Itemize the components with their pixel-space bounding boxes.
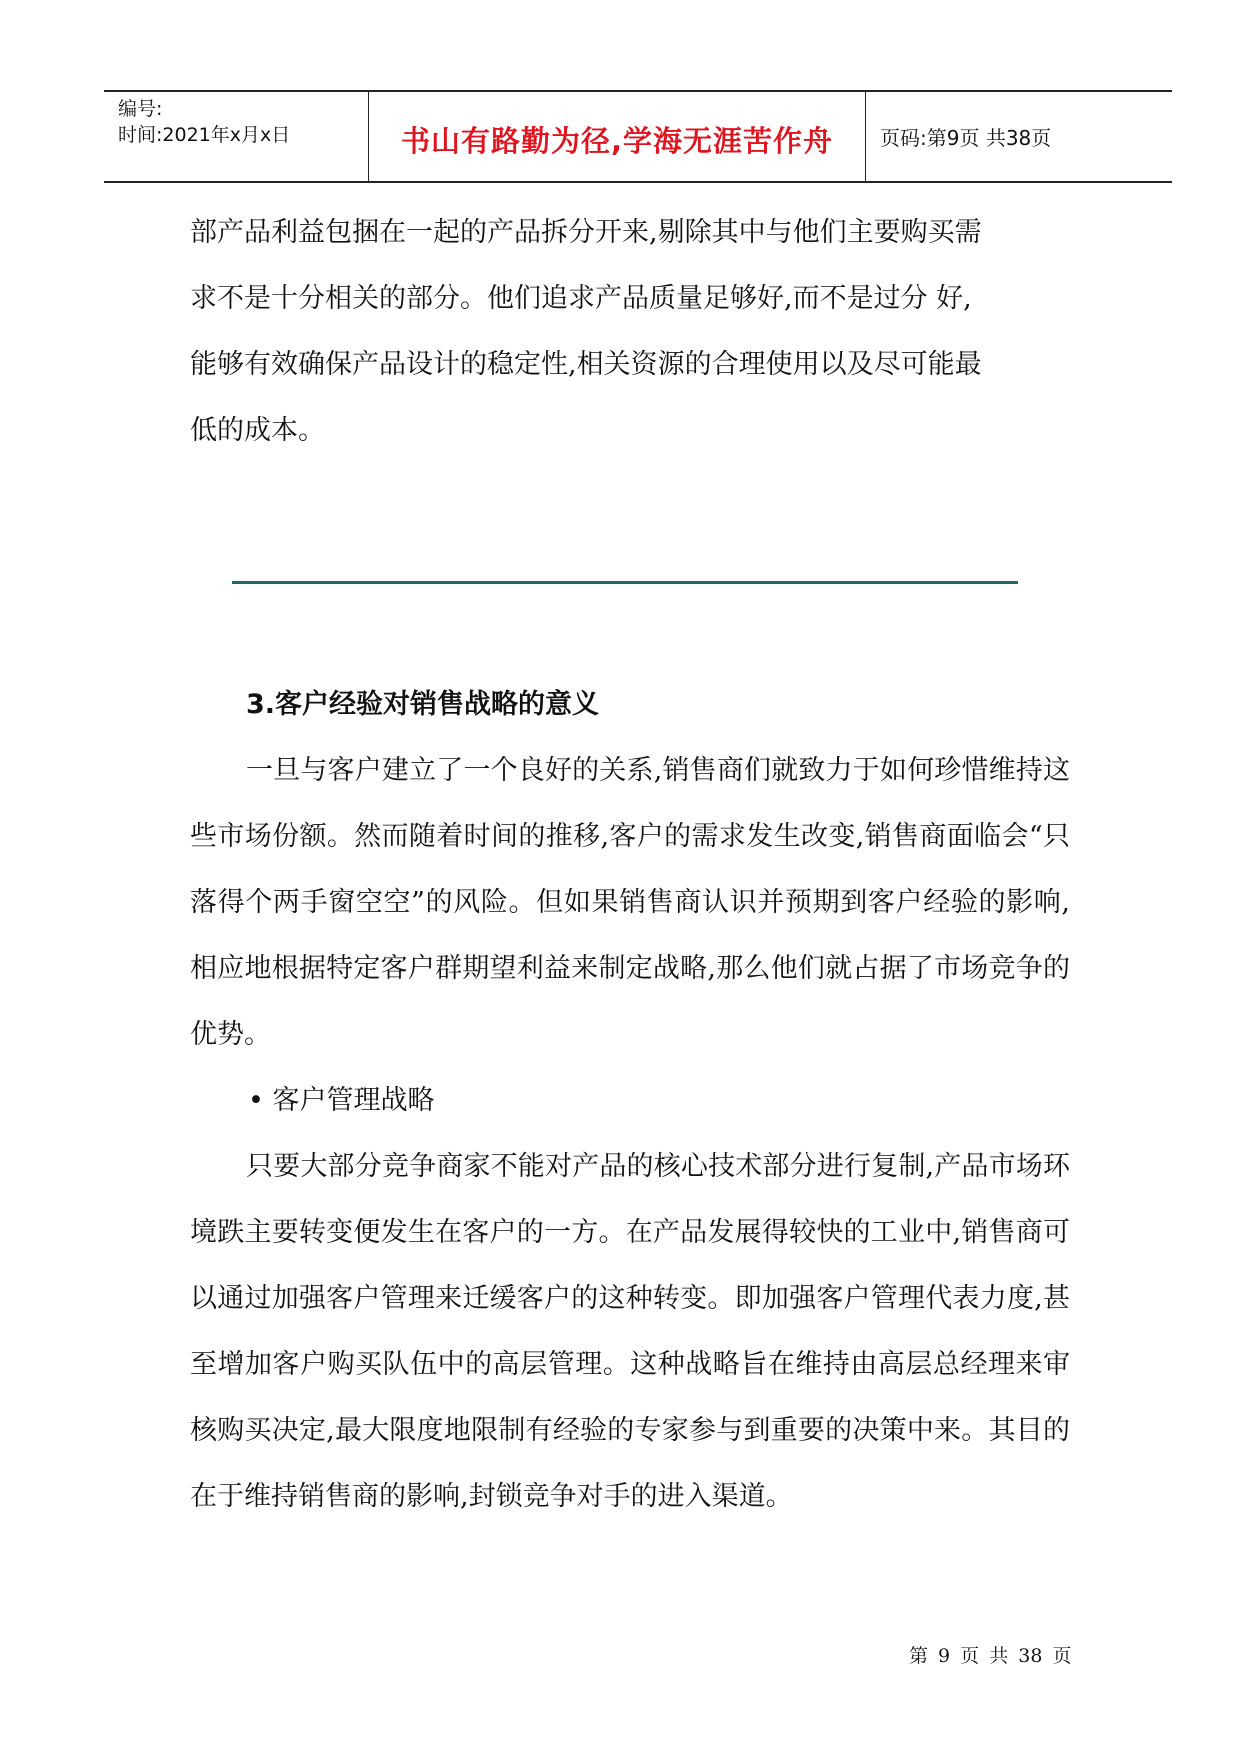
top-paragraph	[190, 200, 1070, 464]
header-motto-cell	[369, 92, 866, 181]
bullet-customer-management-strategy: • 客户管理战略	[248, 1085, 435, 1116]
paragraph-line: 低的成本。	[190, 415, 325, 446]
page-footer: 第 9 页 共 38 页	[909, 1645, 1072, 1667]
section-heading: 3.客户经验对销售战略的意义	[246, 689, 600, 720]
header-page-code-cell	[866, 92, 1172, 181]
section-paragraph-2: 只要大部分竞争商家不能对产品的核心技术部分进行复制,产品市场环境跌主要转变便发生在客户的一方。在产品发展得较快的工业中,销售商可以通过加强客户管理来迁缓客户的这种转变。即加强客户管理代表力度,甚至增加客户购买队伍中的高层管理。这种战略旨在维持由高层总经理来审核购买决定,最大限度地限制有经验的专家参与到重要的决策中来。其目的在于维持销售商的影响,封锁竞争对手的进入渠道。	[190, 1151, 1070, 1512]
document-number-label: 编号:	[118, 98, 163, 120]
header-motto: 书山有路勤为径,学海无涯苦作舟	[400, 124, 834, 158]
header-meta	[104, 92, 369, 181]
paragraph-line: 能够有效确保产品设计的稳定性,相关资源的合理使用以及尽可能最	[190, 349, 982, 380]
paragraph-line: 求不是十分相关的部分。他们追求产品质量足够好,而不是过分 好,	[190, 283, 972, 314]
header-page-code: 页码:第9页 共38页	[880, 126, 1052, 150]
paragraph-line: 部产品利益包捆在一起的产品拆分开来,剔除其中与他们主要购买需	[190, 217, 982, 248]
section-divider	[232, 581, 1018, 584]
section-paragraph-1: 一旦与客户建立了一个良好的关系,销售商们就致力于如何珍惜维持这些市场份额。然而随着时间的推移,客户的需求发生改变,销售商面临会“只落得个两手窗空空”的风险。但如果销售商认识并预期到客户经验的影响,相应地根据特定客户群期望利益来制定战略,那么他们就占据了市场竞争的优势。	[190, 755, 1070, 1050]
document-header	[104, 90, 1172, 183]
document-time-label: 时间:2021年x月x日	[118, 124, 291, 146]
section-body	[190, 738, 1070, 1530]
